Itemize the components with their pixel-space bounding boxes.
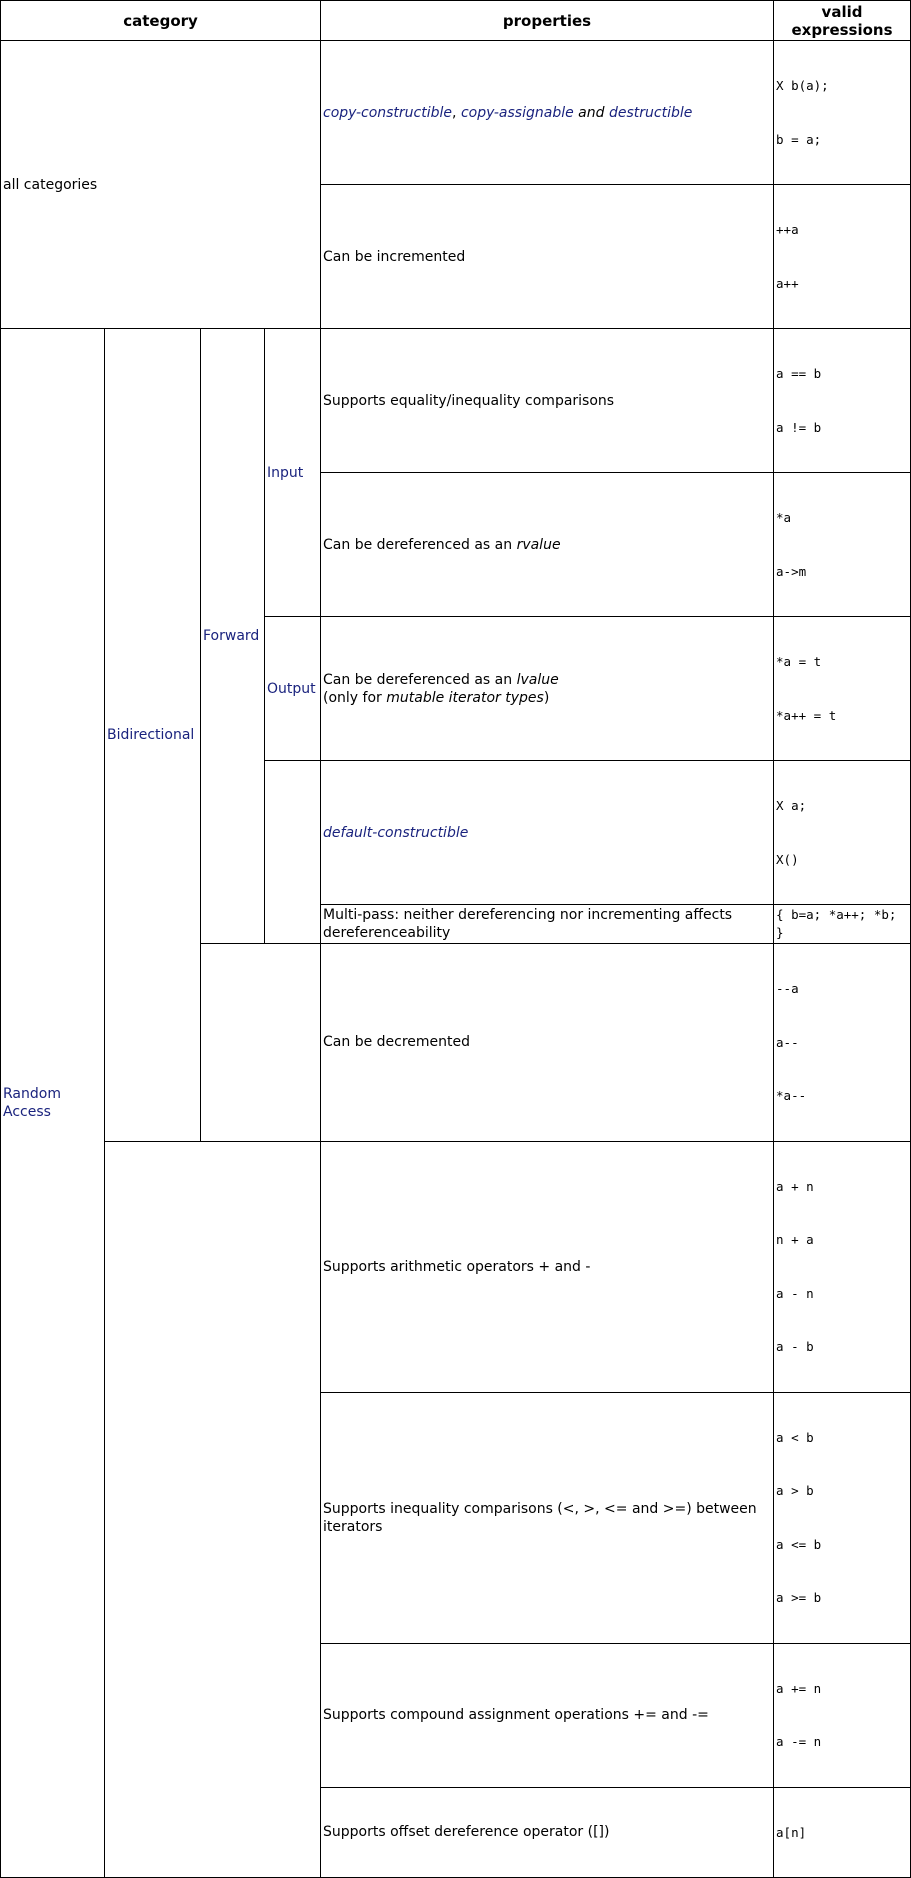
expression: --a bbox=[776, 981, 799, 996]
expression: a - b bbox=[776, 1339, 814, 1354]
property-copy bbox=[321, 41, 774, 185]
empty-cell bbox=[105, 1141, 321, 1878]
expressions-offset bbox=[774, 1787, 911, 1878]
expression: a += n bbox=[776, 1680, 822, 1696]
expression: a > b bbox=[776, 1483, 814, 1498]
expression: *a = t bbox=[776, 654, 822, 669]
expressions-multipass bbox=[774, 905, 911, 944]
category-random-access[interactable]: Random Access bbox=[1, 329, 105, 1878]
expressions-copy bbox=[774, 41, 911, 185]
expression: *a bbox=[776, 510, 792, 525]
category-all: all categories bbox=[1, 41, 321, 329]
property-deref-lvalue bbox=[321, 617, 774, 761]
expression: a -= n bbox=[776, 1734, 822, 1749]
table-row bbox=[1, 1141, 911, 1392]
property-inequality: Supports inequality comparisons (<, >, <= and >=) between iterators bbox=[321, 1392, 774, 1643]
property-emphasis: rvalue bbox=[516, 536, 561, 553]
property-compound: Supports compound assignment operations += and -= bbox=[321, 1643, 774, 1787]
header-properties: properties bbox=[321, 1, 774, 41]
property-line bbox=[323, 689, 771, 707]
expression: b = a; bbox=[776, 131, 822, 147]
expressions-inequality bbox=[774, 1392, 911, 1643]
property-arithmetic: Supports arithmetic operators + and - bbox=[321, 1141, 774, 1392]
expressions-deref-lvalue bbox=[774, 617, 911, 761]
category-bidirectional[interactable]: Bidirectional bbox=[105, 329, 201, 1142]
expressions-arithmetic bbox=[774, 1141, 911, 1392]
property-offset: Supports offset dereference operator ([]) bbox=[321, 1787, 774, 1878]
header-category: category bbox=[1, 1, 321, 41]
expression: a >= b bbox=[776, 1590, 822, 1605]
property-text: Can be dereferenced as an bbox=[323, 671, 517, 688]
expressions-decrement bbox=[774, 944, 911, 1142]
header-valid-expressions: valid expressions bbox=[774, 1, 911, 41]
expression: X a; bbox=[776, 798, 807, 813]
link-copy-constructible[interactable]: copy-constructible bbox=[323, 104, 453, 121]
expression: X b(a); bbox=[776, 78, 829, 93]
expression: a->m bbox=[776, 563, 807, 579]
property-increment: Can be incremented bbox=[321, 185, 774, 329]
expression: a[n] bbox=[776, 1824, 807, 1840]
table-row bbox=[1, 41, 911, 185]
expression: *a++ = t bbox=[776, 707, 837, 723]
property-line bbox=[323, 671, 771, 689]
expression: a == b bbox=[776, 366, 822, 381]
expression: a < b bbox=[776, 1429, 814, 1445]
expressions-compound bbox=[774, 1643, 911, 1787]
separator-text: , bbox=[452, 104, 461, 121]
header-row bbox=[1, 1, 911, 41]
expression: a != b bbox=[776, 419, 822, 435]
expressions-default-constructible bbox=[774, 761, 911, 905]
expression: n + a bbox=[776, 1232, 814, 1247]
property-decrement: Can be decremented bbox=[321, 944, 774, 1142]
expressions-increment bbox=[774, 185, 911, 329]
property-deref-rvalue bbox=[321, 473, 774, 617]
property-emphasis: lvalue bbox=[516, 671, 559, 688]
property-text: (only for bbox=[323, 689, 387, 706]
expression: a <= b bbox=[776, 1536, 822, 1552]
expression: { b=a; *a++; *b; } bbox=[776, 907, 897, 940]
expression: ++a bbox=[776, 222, 799, 237]
expression: a + n bbox=[776, 1178, 814, 1194]
expressions-deref-rvalue bbox=[774, 473, 911, 617]
category-input[interactable]: Input bbox=[265, 329, 321, 617]
empty-cell bbox=[201, 944, 321, 1142]
expression: *a-- bbox=[776, 1088, 807, 1103]
separator-text: and bbox=[573, 104, 609, 121]
expressions-equality bbox=[774, 329, 911, 473]
expression: a++ bbox=[776, 275, 799, 291]
expression: a-- bbox=[776, 1034, 799, 1050]
expression: X() bbox=[776, 851, 799, 867]
property-text: ) bbox=[543, 689, 550, 706]
link-copy-assignable[interactable]: copy-assignable bbox=[460, 104, 574, 121]
property-multipass: Multi-pass: neither dereferencing nor incrementing affects dereferenceability bbox=[321, 905, 774, 944]
link-destructible[interactable]: destructible bbox=[608, 104, 693, 121]
property-text: Can be dereferenced as an bbox=[323, 536, 517, 553]
expression: a - n bbox=[776, 1285, 814, 1301]
category-output[interactable]: Output bbox=[265, 617, 321, 761]
property-default-constructible[interactable]: default-constructible bbox=[321, 761, 774, 905]
empty-cell bbox=[265, 761, 321, 944]
table-row bbox=[1, 329, 911, 473]
category-forward[interactable]: Forward bbox=[201, 329, 265, 944]
property-equality: Supports equality/inequality comparisons bbox=[321, 329, 774, 473]
property-emphasis: mutable iterator types bbox=[386, 689, 544, 706]
